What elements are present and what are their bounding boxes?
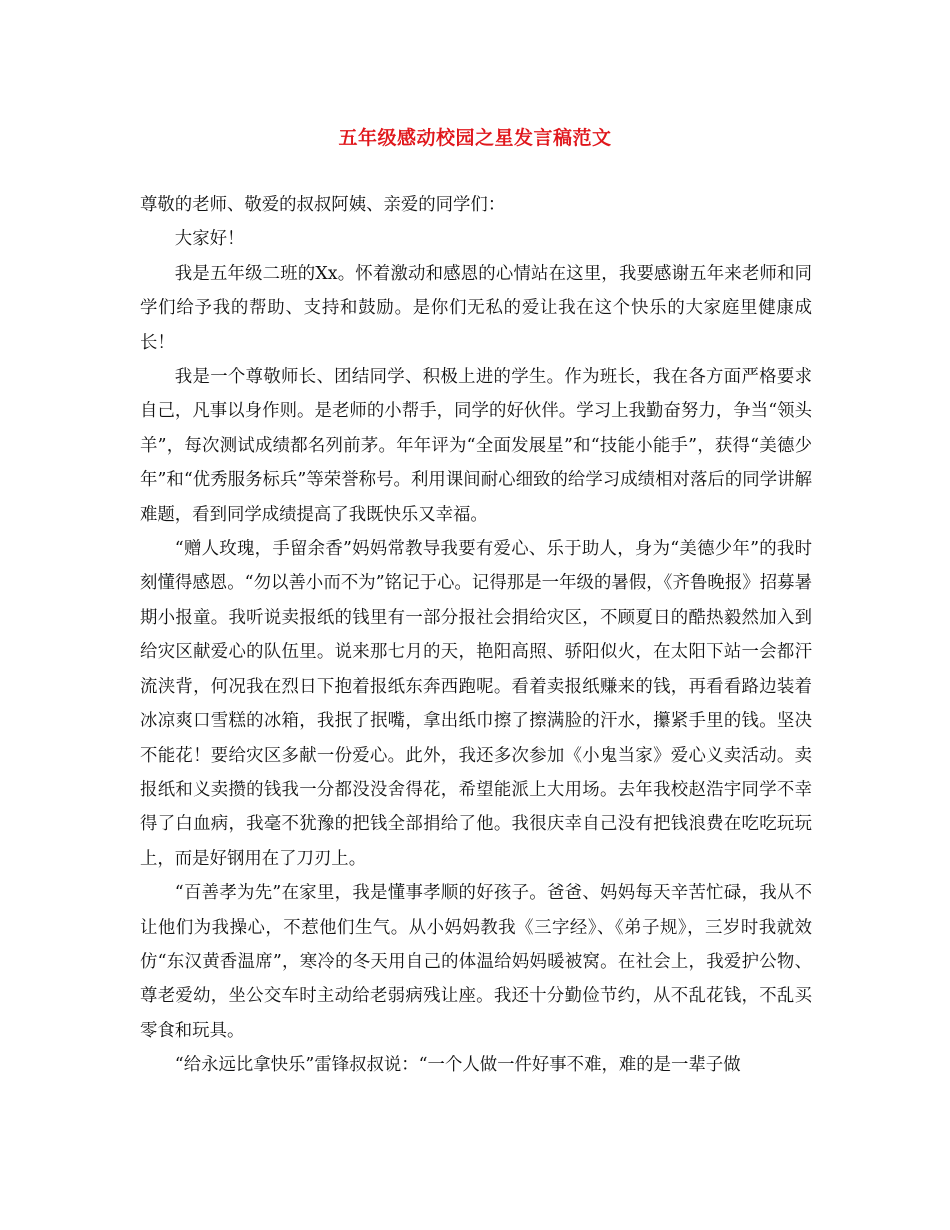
salutation-paragraph: 尊敬的老师、敬爱的叔叔阿姨、亲爱的同学们： xyxy=(140,195,506,215)
body-paragraph: 我是五年级二班的Xx。怀着激动和感恩的心情站在这里，我要感谢五年来老师和同学们给予我的帮助、支持和鼓励。是你们无私的爱让我在这个快乐的大家庭里健康成长！ xyxy=(140,263,812,353)
body-paragraph: “给永远比拿快乐”雷锋叔叔说：“一个人做一件好事不难，难的是一辈子做 xyxy=(174,1055,741,1076)
greeting-paragraph: 大家好！ xyxy=(174,229,245,250)
document-title: 五年级感动校园之星发言稿范文 xyxy=(338,127,612,149)
body-paragraph: “赠人玫瑰，手留余香”妈妈常教导我要有爱心、乐于助人，身为“美德少年”的我时刻懂得感恩。“勿以善小而不为”铭记于心。记得那是一年级的暑假，《齐鲁晚报》招募暑期小报童。我听说卖报纸的钱里有一部分报社会捐给灾区，不顾夏日的酷热毅然加入到给灾区献爱心的队伍里。说来那七月的天，艳阳高照、骄阳似火，在太阳下站一会都汗流浃背，何况我在烈日下抱着报纸东奔西跑呢。看着卖报纸赚来的钱，再看看路边装着冰凉爽口雪糕的冰箱，我抿了抿嘴，拿出纸巾擦了擦满脸的汗水，攥紧手里的钱。坚决不能花！要给灾区多献一份爱心。此外，我还多次参加《小鬼当家》爱心义卖活动。卖报纸和义卖攒的钱我一分都没没舍得花，希望能派上大用场。去年我校赵浩宇同学不幸得了白血病，我毫不犹豫的把钱全部捐给了他。我很庆幸自己没有把钱浪费在吃吃玩玩上，而是好钢用在了刀刃上。 xyxy=(140,539,812,869)
body-paragraph: 我是一个尊敬师长、团结同学、积极上进的学生。作为班长，我在各方面严格要求自己，凡事以身作则。是老师的小帮手，同学的好伙伴。学习上我勤奋努力，争当“领头羊”，每次测试成绩都名列前茅。年年评为“全面发展星”和“技能小能手”，获得“美德少年”和“优秀服务标兵”等荣誉称号。利用课间耐心细致的给学习成绩相对落后的同学讲解难题，看到同学成绩提高了我既快乐又幸福。 xyxy=(140,367,812,525)
document-body xyxy=(140,188,812,1083)
body-paragraph: “百善孝为先”在家里，我是懂事孝顺的好孩子。爸爸、妈妈每天辛苦忙碌，我从不让他们为我操心，不惹他们生气。从小妈妈教我《三字经》、《弟子规》，三岁时我就效仿“东汉黄香温席”，寒冷的冬天用自己的体温给妈妈暖被窝。在社会上，我爱护公物、尊老爱幼，坐公交车时主动给老弱病残让座。我还十分勤俭节约，从不乱花钱，不乱买零食和玩具。 xyxy=(140,883,812,1041)
